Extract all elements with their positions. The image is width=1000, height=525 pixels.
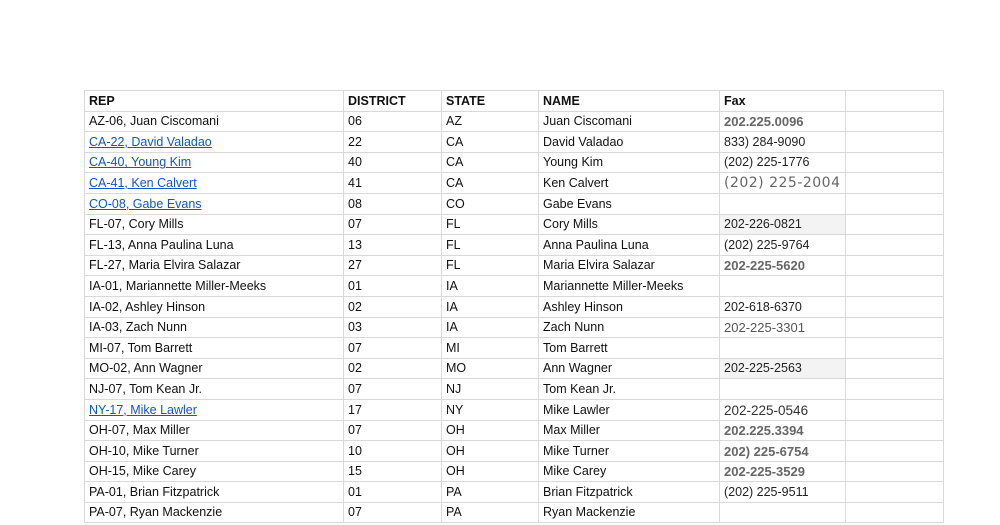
table-row [85, 173, 944, 194]
district-cell[interactable]: 02 [344, 296, 442, 317]
fax-cell[interactable]: 202-225-2563 [720, 358, 846, 379]
district-cell[interactable]: 07 [344, 420, 442, 441]
fax-cell[interactable]: 202.225.0096 [720, 111, 846, 132]
rep-cell[interactable]: MO-02, Ann Wagner [85, 358, 344, 379]
empty-cell[interactable] [845, 296, 943, 317]
table-row [85, 214, 944, 235]
name-cell[interactable]: Ann Wagner [539, 358, 720, 379]
table-row [85, 482, 944, 503]
name-cell[interactable]: David Valadao [539, 132, 720, 153]
name-cell[interactable]: Ryan Mackenzie [539, 502, 720, 523]
empty-cell[interactable] [845, 132, 943, 153]
rep-cell[interactable] [85, 173, 344, 194]
header-rep[interactable]: REP [85, 91, 344, 112]
empty-cell[interactable] [845, 111, 943, 132]
state-cell[interactable]: MI [442, 338, 539, 359]
rep-cell[interactable]: IA-02, Ashley Hinson [85, 296, 344, 317]
table-row [85, 420, 944, 441]
name-cell[interactable]: Ashley Hinson [539, 296, 720, 317]
empty-cell[interactable] [845, 338, 943, 359]
state-cell[interactable]: FL [442, 235, 539, 256]
empty-cell[interactable] [845, 420, 943, 441]
fax-cell[interactable]: 202-225-0546 [720, 399, 846, 420]
district-cell[interactable]: 06 [344, 111, 442, 132]
rep-cell[interactable] [85, 193, 344, 214]
name-cell[interactable]: Max Miller [539, 420, 720, 441]
name-cell[interactable]: Tom Kean Jr. [539, 379, 720, 400]
fax-cell[interactable]: (202) 225-9764 [720, 235, 846, 256]
table-row [85, 358, 944, 379]
rep-cell[interactable]: NJ-07, Tom Kean Jr. [85, 379, 344, 400]
empty-cell[interactable] [845, 482, 943, 503]
rep-cell[interactable]: OH-07, Max Miller [85, 420, 344, 441]
table-row [85, 399, 944, 420]
name-cell[interactable]: Cory Mills [539, 214, 720, 235]
header-name[interactable]: NAME [539, 91, 720, 112]
fax-cell[interactable]: 202-226-0821 [720, 214, 846, 235]
table-row [85, 152, 944, 173]
fax-cell[interactable]: 202-225-3301 [720, 317, 846, 338]
empty-cell[interactable] [845, 461, 943, 482]
reps-table [84, 90, 944, 523]
state-cell[interactable]: CA [442, 173, 539, 194]
fax-cell[interactable]: (202) 225-2004 [720, 173, 846, 194]
table-row [85, 502, 944, 523]
empty-cell[interactable] [845, 173, 943, 194]
state-cell[interactable]: AZ [442, 111, 539, 132]
empty-cell[interactable] [845, 235, 943, 256]
fax-cell[interactable]: (202) 225-9511 [720, 482, 846, 503]
empty-cell[interactable] [845, 399, 943, 420]
district-cell[interactable]: 01 [344, 276, 442, 297]
state-cell[interactable]: CA [442, 132, 539, 153]
fax-cell[interactable] [720, 193, 846, 214]
name-cell[interactable]: Gabe Evans [539, 193, 720, 214]
name-cell[interactable]: Mike Turner [539, 441, 720, 462]
district-cell[interactable]: 03 [344, 317, 442, 338]
empty-cell[interactable] [845, 276, 943, 297]
table-row [85, 235, 944, 256]
rep-cell[interactable]: FL-27, Maria Elvira Salazar [85, 255, 344, 276]
state-cell[interactable]: OH [442, 461, 539, 482]
rep-link[interactable]: NY-17, Mike Lawler [89, 402, 197, 417]
name-cell[interactable]: Ken Calvert [539, 173, 720, 194]
table-row [85, 276, 944, 297]
header-state[interactable]: STATE [442, 91, 539, 112]
rep-cell[interactable]: OH-10, Mike Turner [85, 441, 344, 462]
state-cell[interactable]: IA [442, 317, 539, 338]
table-row [85, 255, 944, 276]
district-cell[interactable]: 01 [344, 482, 442, 503]
table-row [85, 132, 944, 153]
name-cell[interactable]: Tom Barrett [539, 338, 720, 359]
rep-cell[interactable]: FL-07, Cory Mills [85, 214, 344, 235]
table-row [85, 461, 944, 482]
rep-link[interactable]: CA-22, David Valadao [89, 134, 212, 149]
district-cell[interactable]: 40 [344, 152, 442, 173]
header-district[interactable]: DISTRICT [344, 91, 442, 112]
name-cell[interactable]: Mike Lawler [539, 399, 720, 420]
fax-cell[interactable] [720, 276, 846, 297]
rep-cell[interactable]: FL-13, Anna Paulina Luna [85, 235, 344, 256]
state-cell[interactable]: IA [442, 276, 539, 297]
district-cell[interactable]: 41 [344, 173, 442, 194]
state-cell[interactable]: CA [442, 152, 539, 173]
district-cell[interactable]: 07 [344, 502, 442, 523]
state-cell[interactable]: OH [442, 420, 539, 441]
state-cell[interactable]: MO [442, 358, 539, 379]
header-empty[interactable] [845, 91, 943, 112]
empty-cell[interactable] [845, 317, 943, 338]
fax-cell[interactable]: 202.225.3394 [720, 420, 846, 441]
fax-cell[interactable]: 202-225-3529 [720, 461, 846, 482]
empty-cell[interactable] [845, 358, 943, 379]
state-cell[interactable]: CO [442, 193, 539, 214]
table-row [85, 111, 944, 132]
header-row [85, 91, 944, 112]
rep-cell[interactable]: PA-01, Brian Fitzpatrick [85, 482, 344, 503]
state-cell[interactable]: IA [442, 296, 539, 317]
district-cell[interactable]: 07 [344, 338, 442, 359]
rep-cell[interactable] [85, 132, 344, 153]
district-cell[interactable]: 22 [344, 132, 442, 153]
empty-cell[interactable] [845, 152, 943, 173]
empty-cell[interactable] [845, 441, 943, 462]
rep-cell[interactable]: MI-07, Tom Barrett [85, 338, 344, 359]
table-row [85, 379, 944, 400]
name-cell[interactable]: Anna Paulina Luna [539, 235, 720, 256]
fax-cell[interactable] [720, 338, 846, 359]
district-cell[interactable]: 15 [344, 461, 442, 482]
state-cell[interactable]: OH [442, 441, 539, 462]
district-cell[interactable]: 17 [344, 399, 442, 420]
state-cell[interactable]: FL [442, 255, 539, 276]
district-cell[interactable]: 08 [344, 193, 442, 214]
rep-cell[interactable] [85, 399, 344, 420]
state-cell[interactable]: PA [442, 502, 539, 523]
name-cell[interactable]: Juan Ciscomani [539, 111, 720, 132]
name-cell[interactable]: Zach Nunn [539, 317, 720, 338]
empty-cell[interactable] [845, 214, 943, 235]
fax-cell[interactable]: (202) 225-1776 [720, 152, 846, 173]
district-cell[interactable]: 10 [344, 441, 442, 462]
rep-link[interactable]: CO-08, Gabe Evans [89, 196, 202, 211]
rep-cell[interactable] [85, 152, 344, 173]
table-row [85, 338, 944, 359]
name-cell[interactable]: Mike Carey [539, 461, 720, 482]
fax-cell[interactable]: 833) 284-9090 [720, 132, 846, 153]
district-cell[interactable]: 13 [344, 235, 442, 256]
district-cell[interactable]: 27 [344, 255, 442, 276]
rep-cell[interactable]: PA-07, Ryan Mackenzie [85, 502, 344, 523]
fax-cell[interactable]: 202) 225-6754 [720, 441, 846, 462]
district-cell[interactable]: 07 [344, 379, 442, 400]
name-cell[interactable]: Maria Elvira Salazar [539, 255, 720, 276]
header-fax[interactable]: Fax [720, 91, 846, 112]
fax-cell[interactable]: 202-225-5620 [720, 255, 846, 276]
rep-cell[interactable]: IA-01, Mariannette Miller-Meeks [85, 276, 344, 297]
table-row [85, 193, 944, 214]
fax-cell[interactable] [720, 379, 846, 400]
fax-cell[interactable] [720, 502, 846, 523]
rep-link[interactable]: CA-41, Ken Calvert [89, 175, 197, 190]
name-cell[interactable]: Young Kim [539, 152, 720, 173]
district-cell[interactable]: 07 [344, 214, 442, 235]
state-cell[interactable]: PA [442, 482, 539, 503]
empty-cell[interactable] [845, 379, 943, 400]
state-cell[interactable]: FL [442, 214, 539, 235]
empty-cell[interactable] [845, 255, 943, 276]
rep-cell[interactable]: OH-15, Mike Carey [85, 461, 344, 482]
name-cell[interactable]: Brian Fitzpatrick [539, 482, 720, 503]
table-row [85, 317, 944, 338]
table-row [85, 441, 944, 462]
rep-cell[interactable]: IA-03, Zach Nunn [85, 317, 344, 338]
state-cell[interactable]: NJ [442, 379, 539, 400]
state-cell[interactable]: NY [442, 399, 539, 420]
rep-cell[interactable]: AZ-06, Juan Ciscomani [85, 111, 344, 132]
empty-cell[interactable] [845, 193, 943, 214]
name-cell[interactable]: Mariannette Miller-Meeks [539, 276, 720, 297]
rep-link[interactable]: CA-40, Young Kim [89, 155, 192, 170]
district-cell[interactable]: 02 [344, 358, 442, 379]
fax-cell[interactable]: 202-618-6370 [720, 296, 846, 317]
table-row [85, 296, 944, 317]
empty-cell[interactable] [845, 502, 943, 523]
